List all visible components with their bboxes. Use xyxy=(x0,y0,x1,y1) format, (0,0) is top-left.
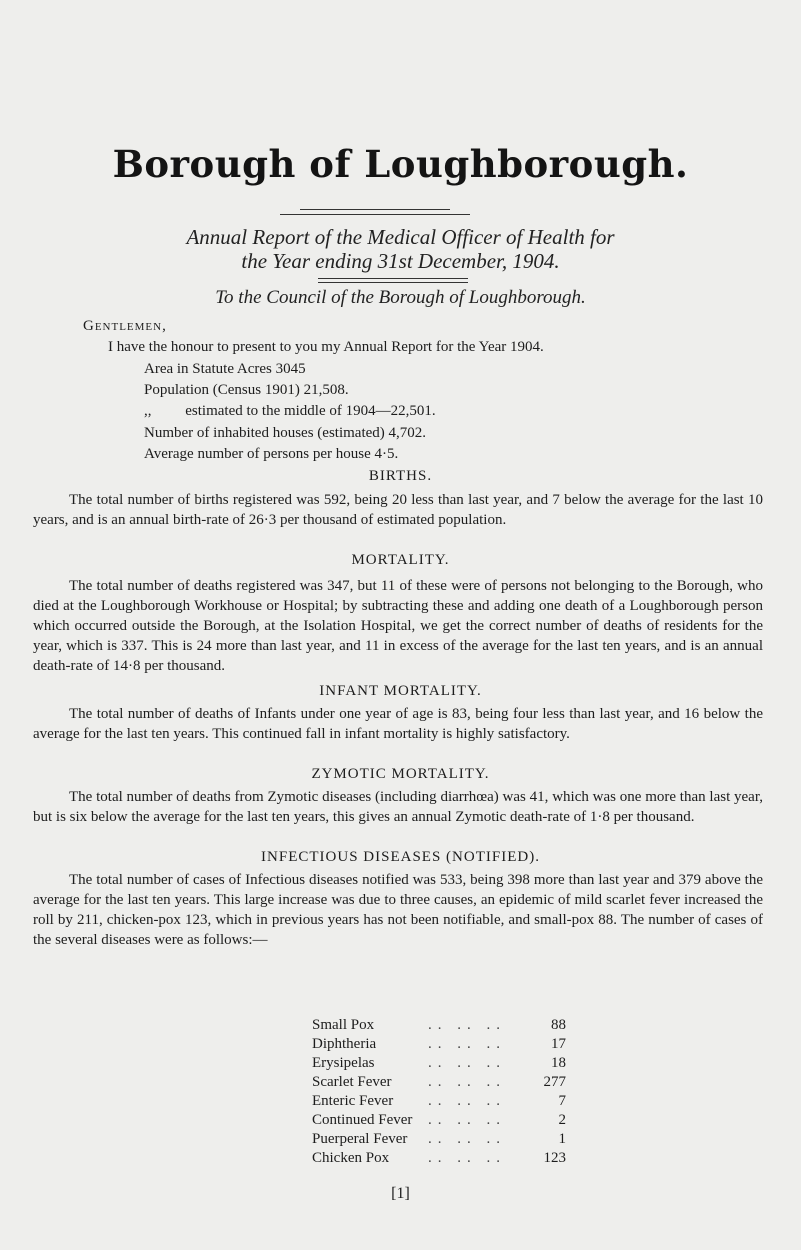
heading-mortality: MORTALITY. xyxy=(351,552,450,568)
leader-dots: .. .. .. xyxy=(428,1131,506,1147)
stat-area: Area in Statute Acres 3045 xyxy=(144,361,306,377)
leader-dots: .. .. .. xyxy=(428,1074,506,1090)
leader-dots: .. .. .. xyxy=(428,1017,506,1033)
document-title: Borough of Loughborough. xyxy=(112,142,689,186)
table-row xyxy=(312,1150,612,1169)
subtitle-rule-top xyxy=(318,278,468,279)
disease-name: Puerperal Fever xyxy=(312,1131,408,1147)
diseases-table xyxy=(312,1017,612,1169)
table-row xyxy=(312,1036,612,1055)
disease-name: Small Pox xyxy=(312,1017,375,1033)
report-subtitle-line2: the Year ending 31st December, 1904. xyxy=(241,249,560,273)
para-births: The total number of births registered was 592, being 20 less than last year, and 7 below the average for the last 10 years, and is an annual birth-rate of 26·3 per thousand of estimated population. xyxy=(33,492,763,528)
stat-houses: Number of inhabited houses (estimated) 4,702. xyxy=(144,425,427,441)
heading-infant-mortality: INFANT MORTALITY. xyxy=(319,683,482,699)
leader-dots: .. .. .. xyxy=(428,1055,506,1071)
address-line: To the Council of the Borough of Loughborough. xyxy=(215,287,586,308)
disease-count: 7 xyxy=(558,1093,566,1109)
disease-name: Chicken Pox xyxy=(312,1150,390,1166)
disease-count: 2 xyxy=(558,1112,566,1128)
para-infant-mortality: The total number of deaths of Infants under one year of age is 83, being four less than last year, and 16 below the average for the last ten years. This continued fall in infant mortality is highly satisfactory. xyxy=(33,706,763,742)
disease-count: 277 xyxy=(543,1074,566,1090)
report-subtitle-line1: Annual Report of the Medical Officer of Health for xyxy=(186,225,615,249)
table-row xyxy=(312,1074,612,1093)
disease-count: 88 xyxy=(551,1017,566,1033)
para-zymotic-mortality: The total number of deaths from Zymotic diseases (including diarrhœa) was 41, which was one more than last year, but is six below the average for the last ten years, this gives an annual Zymotic death-rate of 1·8 per thousand. xyxy=(33,789,763,825)
disease-name: Diphtheria xyxy=(312,1036,377,1052)
disease-name: Enteric Fever xyxy=(312,1093,394,1109)
heading-births: BIRTHS. xyxy=(368,468,433,484)
page-number: [1] xyxy=(391,1185,410,1202)
table-row xyxy=(312,1017,612,1036)
disease-count: 1 xyxy=(558,1131,566,1147)
disease-count: 17 xyxy=(551,1036,566,1052)
leader-dots: .. .. .. xyxy=(428,1150,506,1166)
table-row xyxy=(312,1055,612,1074)
para-infectious-diseases: The total number of cases of Infectious diseases notified was 533, being 398 more than last year and 379 above the average for the last ten years. This large increase was due to three causes, an epidemic of mild scarlet fever increased the roll by 211, chicken-pox 123, which in previous years has not been notifiable, and small-pox 88. The number of cases of the several diseases were as follows:— xyxy=(33,872,763,948)
disease-count: 18 xyxy=(551,1055,566,1071)
subtitle-rule-bottom xyxy=(318,282,468,283)
salutation: Gentlemen, xyxy=(83,318,167,334)
disease-name: Scarlet Fever xyxy=(312,1074,392,1090)
disease-name: Erysipelas xyxy=(312,1055,375,1071)
leader-dots: .. .. .. xyxy=(428,1093,506,1109)
stat-population-estimated: ,, estimated to the middle of 1904—22,501. xyxy=(144,403,436,419)
table-row xyxy=(312,1131,612,1150)
table-row xyxy=(312,1093,612,1112)
leader-dots: .. .. .. xyxy=(428,1036,506,1052)
heading-infectious-diseases: INFECTIOUS DISEASES (NOTIFIED). xyxy=(261,849,540,865)
disease-name: Continued Fever xyxy=(312,1112,413,1128)
disease-count: 123 xyxy=(543,1150,566,1166)
table-row xyxy=(312,1112,612,1131)
leader-dots: .. .. .. xyxy=(428,1112,506,1128)
stat-persons-per-house: Average number of persons per house 4·5. xyxy=(144,446,399,462)
stat-population-census: Population (Census 1901) 21,508. xyxy=(144,382,349,398)
title-rule-top xyxy=(300,209,450,210)
intro-line: I have the honour to present to you my Annual Report for the Year 1904. xyxy=(108,339,544,355)
title-rule-bottom xyxy=(280,214,470,215)
heading-zymotic-mortality: ZYMOTIC MORTALITY. xyxy=(311,766,490,782)
para-mortality: The total number of deaths registered was 347, but 11 of these were of persons not belonging to the Borough, who died at the Loughborough Workhouse or Hospital; by subtracting these and adding one death of a Loughborough person which occurred outside the Borough, at the Isolation Hospital, we get the correct number of deaths of residents for the year, which is 337. This is 24 more than last year, and 11 in excess of the average for the last ten years, and is an annual death-rate of 14·8 per thousand. xyxy=(33,578,763,674)
